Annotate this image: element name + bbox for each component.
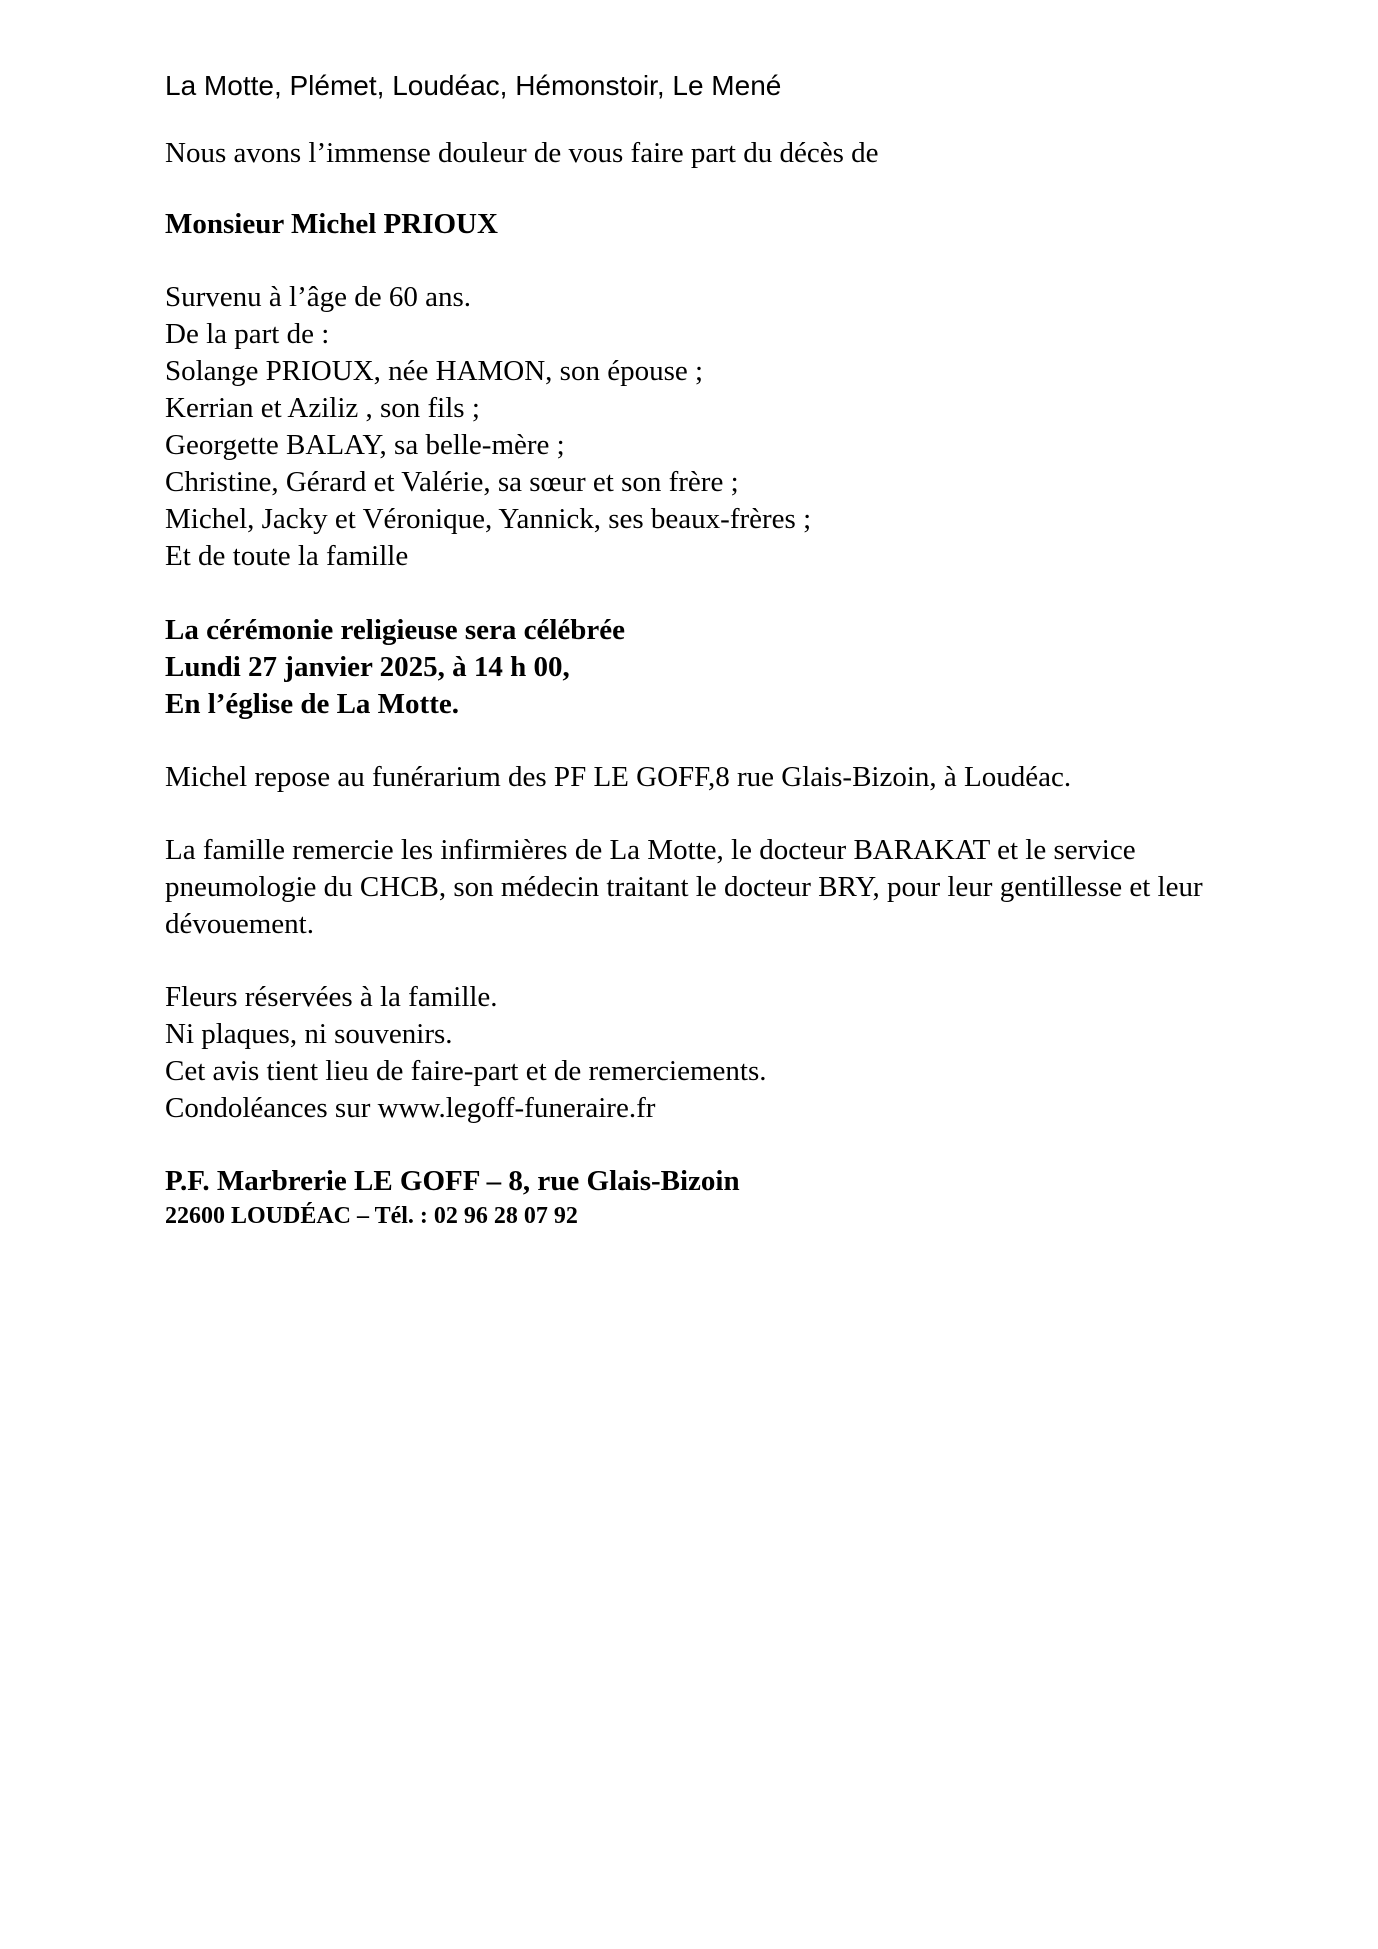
ceremony-line: La cérémonie religieuse sera célébrée (165, 614, 626, 646)
company-address: P.F. Marbrerie LE GOFF – 8, rue Glais-Bizoin (165, 1165, 740, 1197)
intro-text: Nous avons l’immense douleur de vous faire part du décès de (165, 137, 879, 169)
family-member-line: Christine, Gérard et Valérie, sa sœur et son frère ; (165, 466, 739, 498)
family-member-line: Kerrian et Aziliz , son fils ; (165, 392, 480, 424)
condolences-line: Condoléances sur www.legoff-funeraire.fr (165, 1092, 656, 1124)
ceremony-date: Lundi 27 janvier 2025, à 14 h 00, (165, 651, 570, 683)
deceased-name: Monsieur Michel PRIOUX (165, 208, 498, 240)
closing-line: Fleurs réservées à la famille. (165, 981, 498, 1013)
closing-line: Cet avis tient lieu de faire-part et de remerciements. (165, 1055, 767, 1087)
age-line: Survenu à l’âge de 60 ans. (165, 281, 472, 313)
family-member-line: Et de toute la famille (165, 540, 409, 572)
thanks-text: La famille remercie les infirmières de La Motte, le docteur BARAKAT et le service pneumologie du CHCB, son médecin traitant le docteur BRY, pour leur gentillesse et leur dévouement. (165, 834, 1203, 940)
family-list (165, 279, 1245, 575)
family-member-line: Solange PRIOUX, née HAMON, son épouse ; (165, 355, 704, 387)
ceremony-details (165, 612, 1245, 723)
funeral-company (165, 1163, 1245, 1232)
family-member-line: Michel, Jacky et Véronique, Yannick, ses beaux-frères ; (165, 503, 812, 535)
from-line: De la part de : (165, 318, 330, 350)
closing-notes (165, 979, 1245, 1127)
locations-heading: La Motte, Plémet, Loudéac, Hémonstoir, Le Mené (165, 70, 782, 101)
company-contact: 22600 LOUDÉAC – Tél. : 02 96 28 07 92 (165, 1203, 578, 1229)
obituary-notice (165, 66, 1245, 1232)
ceremony-location: En l’église de La Motte. (165, 688, 459, 720)
closing-line: Ni plaques, ni souvenirs. (165, 1018, 453, 1050)
repose-text: Michel repose au funérarium des PF LE GOFF,8 rue Glais-Bizoin, à Loudéac. (165, 761, 1072, 793)
family-member-line: Georgette BALAY, sa belle-mère ; (165, 429, 565, 461)
